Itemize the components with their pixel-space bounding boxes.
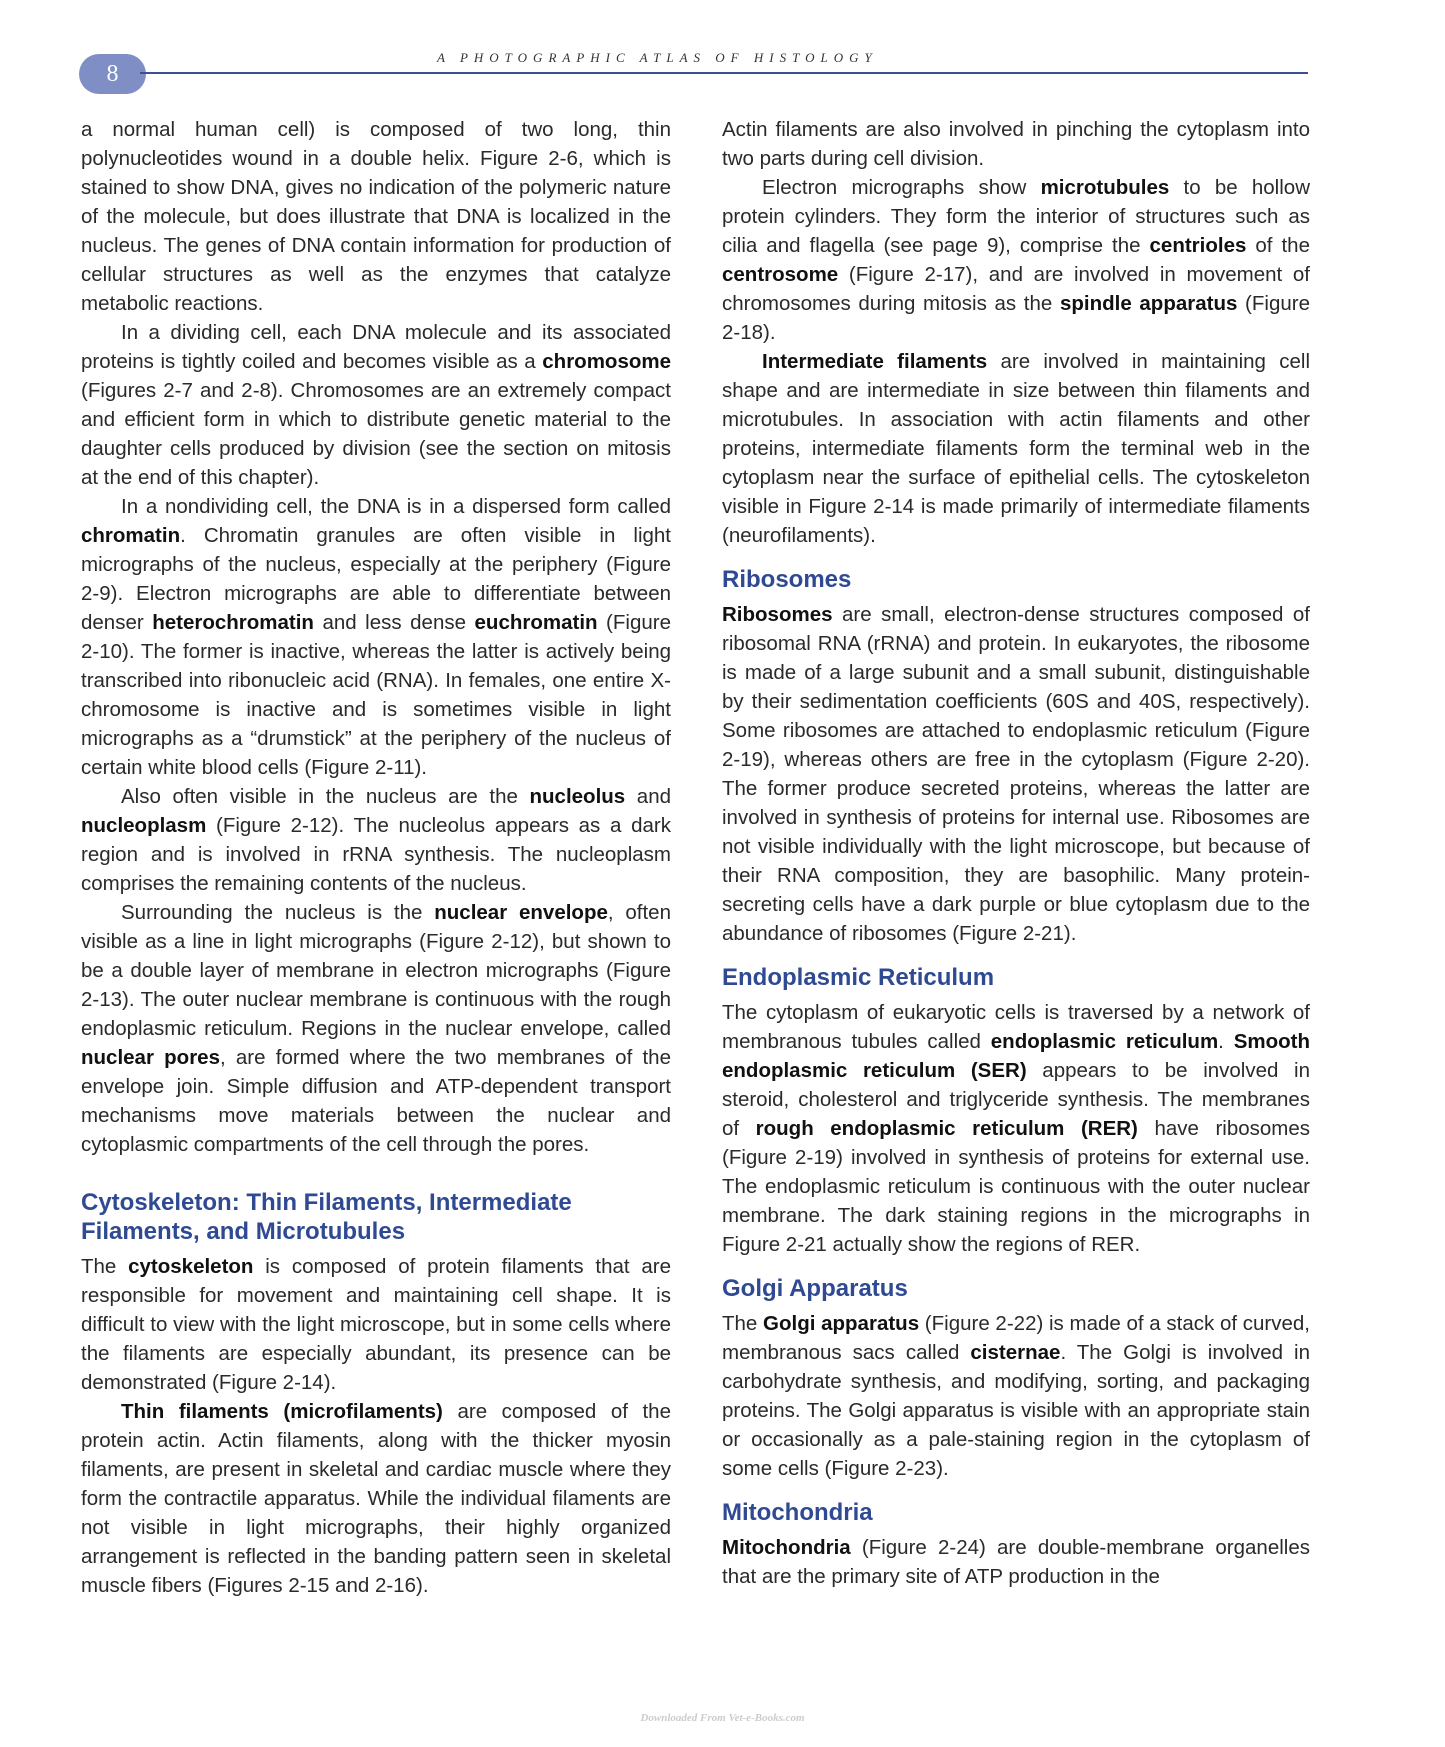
paragraph: Ribosomes are small, electron-dense structures composed of ribosomal RNA (rRNA) and protein. In eukaryotes, the ribosome is made of a large subunit and a small subunit, distinguishable by their sedimentation coefficients (60S and 40S, respectively). Some ribosomes are attached to endoplasmic reticulum (Figure 2-19), whereas others are free in the cytoplasm (Figure 2-20). The former produce secreted proteins, whereas the latter are involved in synthesis of proteins for internal use. Ribosomes are not visible individually with the light microscope, but because of their RNA composition, they are basophilic. Many protein-secreting cells have a dark purple or blue cytoplasm due to the abundance of ribosomes (Figure 2-21).	[722, 603, 1310, 945]
section-heading-ribosomes: Ribosomes	[722, 566, 852, 593]
right-column	[722, 115, 1310, 1591]
term: chromosome	[542, 350, 671, 373]
section-heading-golgi: Golgi Apparatus	[722, 1275, 908, 1302]
term: cytoskeleton	[128, 1255, 254, 1278]
term: spindle apparatus	[1059, 292, 1238, 315]
term: Thin filaments (microfilaments)	[121, 1400, 443, 1423]
term: nuclear envelope	[434, 901, 608, 924]
section-heading-cytoskeleton: Cytoskeleton: Thin Filaments, Intermediate Filaments, and Microtubules	[81, 1189, 572, 1245]
paragraph: Intermediate filaments are involved in maintaining cell shape and are intermediate in size between thin filaments and microtubules. In association with actin filaments and other proteins, intermediate filaments form the terminal web in the cytoplasm near the surface of epithelial cells. The cytoskeleton visible in Figure 2-14 is made primarily of intermediate filaments (neurofilaments).	[722, 350, 1310, 547]
paragraph: The cytoplasm of eukaryotic cells is traversed by a network of membranous tubules called endoplasmic reticulum. Smooth endoplasmic reticulum (SER) appears to be involved in steroid, cholesterol and triglyceride synthesis. The membranes of rough endoplasmic reticulum (RER) have ribosomes (Figure 2-19) involved in synthesis of proteins for external use. The endoplasmic reticulum is continuous with the outer nuclear membrane. The dark staining regions in the micrographs in Figure 2-21 actually show the regions of RER.	[722, 1001, 1311, 1256]
term: euchromatin	[474, 611, 598, 634]
paragraph: In a nondividing cell, the DNA is in a dispersed form called chromatin. Chromatin granules are often visible in light micrographs of the nucleus, especially at the periphery (Figure 2-9). Electron micrographs are able to differentiate between denser heterochromatin and less dense euchromatin (Figure 2-10). The former is inactive, whereas the latter is actively being transcribed into ribonucleic acid (RNA). In females, one entire X-chromosome is inactive and is sometimes visible in light micrographs as a “drumstick” at the periphery of the nucleus of certain white blood cells (Figure 2-11).	[81, 495, 671, 779]
watermark: Downloaded From Vet-e-Books.com	[640, 1712, 805, 1724]
term: Golgi apparatus	[763, 1312, 920, 1335]
term: chromatin	[81, 524, 181, 547]
paragraph: In a dividing cell, each DNA molecule and its associated proteins is tightly coiled and becomes visible as a chromosome (Figures 2-7 and 2-8). Chromosomes are an extremely compact and efficient form in which to distribute genetic material to the daughter cells produced by division (see the section on mitosis at the end of this chapter).	[81, 321, 671, 489]
running-head: A PHOTOGRAPHIC ATLAS OF HISTOLOGY	[437, 50, 878, 65]
paragraph: The cytoskeleton is composed of protein filaments that are responsible for movement and maintaining cell shape. It is difficult to view with the light microscope, but in some cells where the filaments are especially abundant, its presence can be demonstrated (Figure 2-14).	[81, 1255, 671, 1394]
paragraph: Mitochondria (Figure 2-24) are double-membrane organelles that are the primary site of ATP production in the	[722, 1536, 1310, 1588]
page-number-badge: 8	[79, 54, 146, 94]
term: rough endoplasmic reticulum (RER)	[755, 1117, 1138, 1140]
term: Ribosomes	[722, 603, 833, 626]
term: centrosome	[722, 263, 839, 286]
term: microtubules	[1040, 176, 1170, 199]
term: Smooth endoplasmic reticulum (SER)	[722, 1030, 1310, 1082]
term: endoplasmic reticulum	[990, 1030, 1219, 1053]
paragraph: The Golgi apparatus (Figure 2-22) is made of a stack of curved, membranous sacs called cisternae. The Golgi is involved in carbohydrate synthesis, and modifying, sorting, and packaging proteins. The Golgi apparatus is visible with an appropriate stain or occasionally as a pale-staining region in the cytoplasm of some cells (Figure 2-23).	[722, 1312, 1310, 1480]
term: cisternae	[970, 1341, 1061, 1364]
term: nuclear pores	[81, 1046, 220, 1069]
paragraph: a normal human cell) is composed of two long, thin polynucleotides wound in a double helix. Figure 2-6, which is stained to show DNA, gives no indication of the polymeric nature of the molecule, but does illustrate that DNA is localized in the nucleus. The genes of DNA contain information for production of cellular structures as well as the enzymes that catalyze metabolic reactions.	[81, 118, 671, 315]
term: Intermediate filaments	[762, 350, 988, 373]
term: Mitochondria	[722, 1536, 851, 1559]
term: centrioles	[1149, 234, 1247, 257]
header-rule	[140, 72, 1308, 74]
section-heading-endoplasmic-reticulum: Endoplasmic Reticulum	[722, 964, 995, 991]
term: nucleoplasm	[81, 814, 207, 837]
left-column	[81, 115, 671, 1600]
paragraph: Electron micrographs show microtubules to be hollow protein cylinders. They form the interior of structures such as cilia and flagella (see page 9), comprise the centrioles of the centrosome (Figure 2-17), and are involved in movement of chromosomes during mitosis as the spindle apparatus (Figure 2-18).	[722, 176, 1311, 344]
paragraph: Also often visible in the nucleus are the nucleolus and nucleoplasm (Figure 2-12). The nucleolus appears as a dark region and is involved in rRNA synthesis. The nucleoplasm comprises the remaining contents of the nucleus.	[81, 785, 671, 895]
term: nucleolus	[529, 785, 626, 808]
paragraph: Thin filaments (microfilaments) are composed of the protein actin. Actin filaments, along with the thicker myosin filaments, are present in skeletal and cardiac muscle where they form the contractile apparatus. While the individual filaments are not visible in light micrographs, their highly organized arrangement is reflected in the banding pattern seen in skeletal muscle fibers (Figures 2-15 and 2-16).	[81, 1400, 671, 1597]
paragraph: Surrounding the nucleus is the nuclear envelope, often visible as a line in light micrographs (Figure 2-12), but shown to be a double layer of membrane in electron micrographs (Figure 2-13). The outer nuclear membrane is continuous with the rough endoplasmic reticulum. Regions in the nuclear envelope, called nuclear pores, are formed where the two membranes of the envelope join. Simple diffusion and ATP-dependent transport mechanisms move materials between the nuclear and cytoplasmic compartments of the cell through the pores.	[81, 901, 671, 1156]
paragraph: Actin filaments are also involved in pinching the cytoplasm into two parts during cell division.	[722, 118, 1310, 170]
section-heading-mitochondria: Mitochondria	[722, 1499, 873, 1526]
term: heterochromatin	[152, 611, 314, 634]
